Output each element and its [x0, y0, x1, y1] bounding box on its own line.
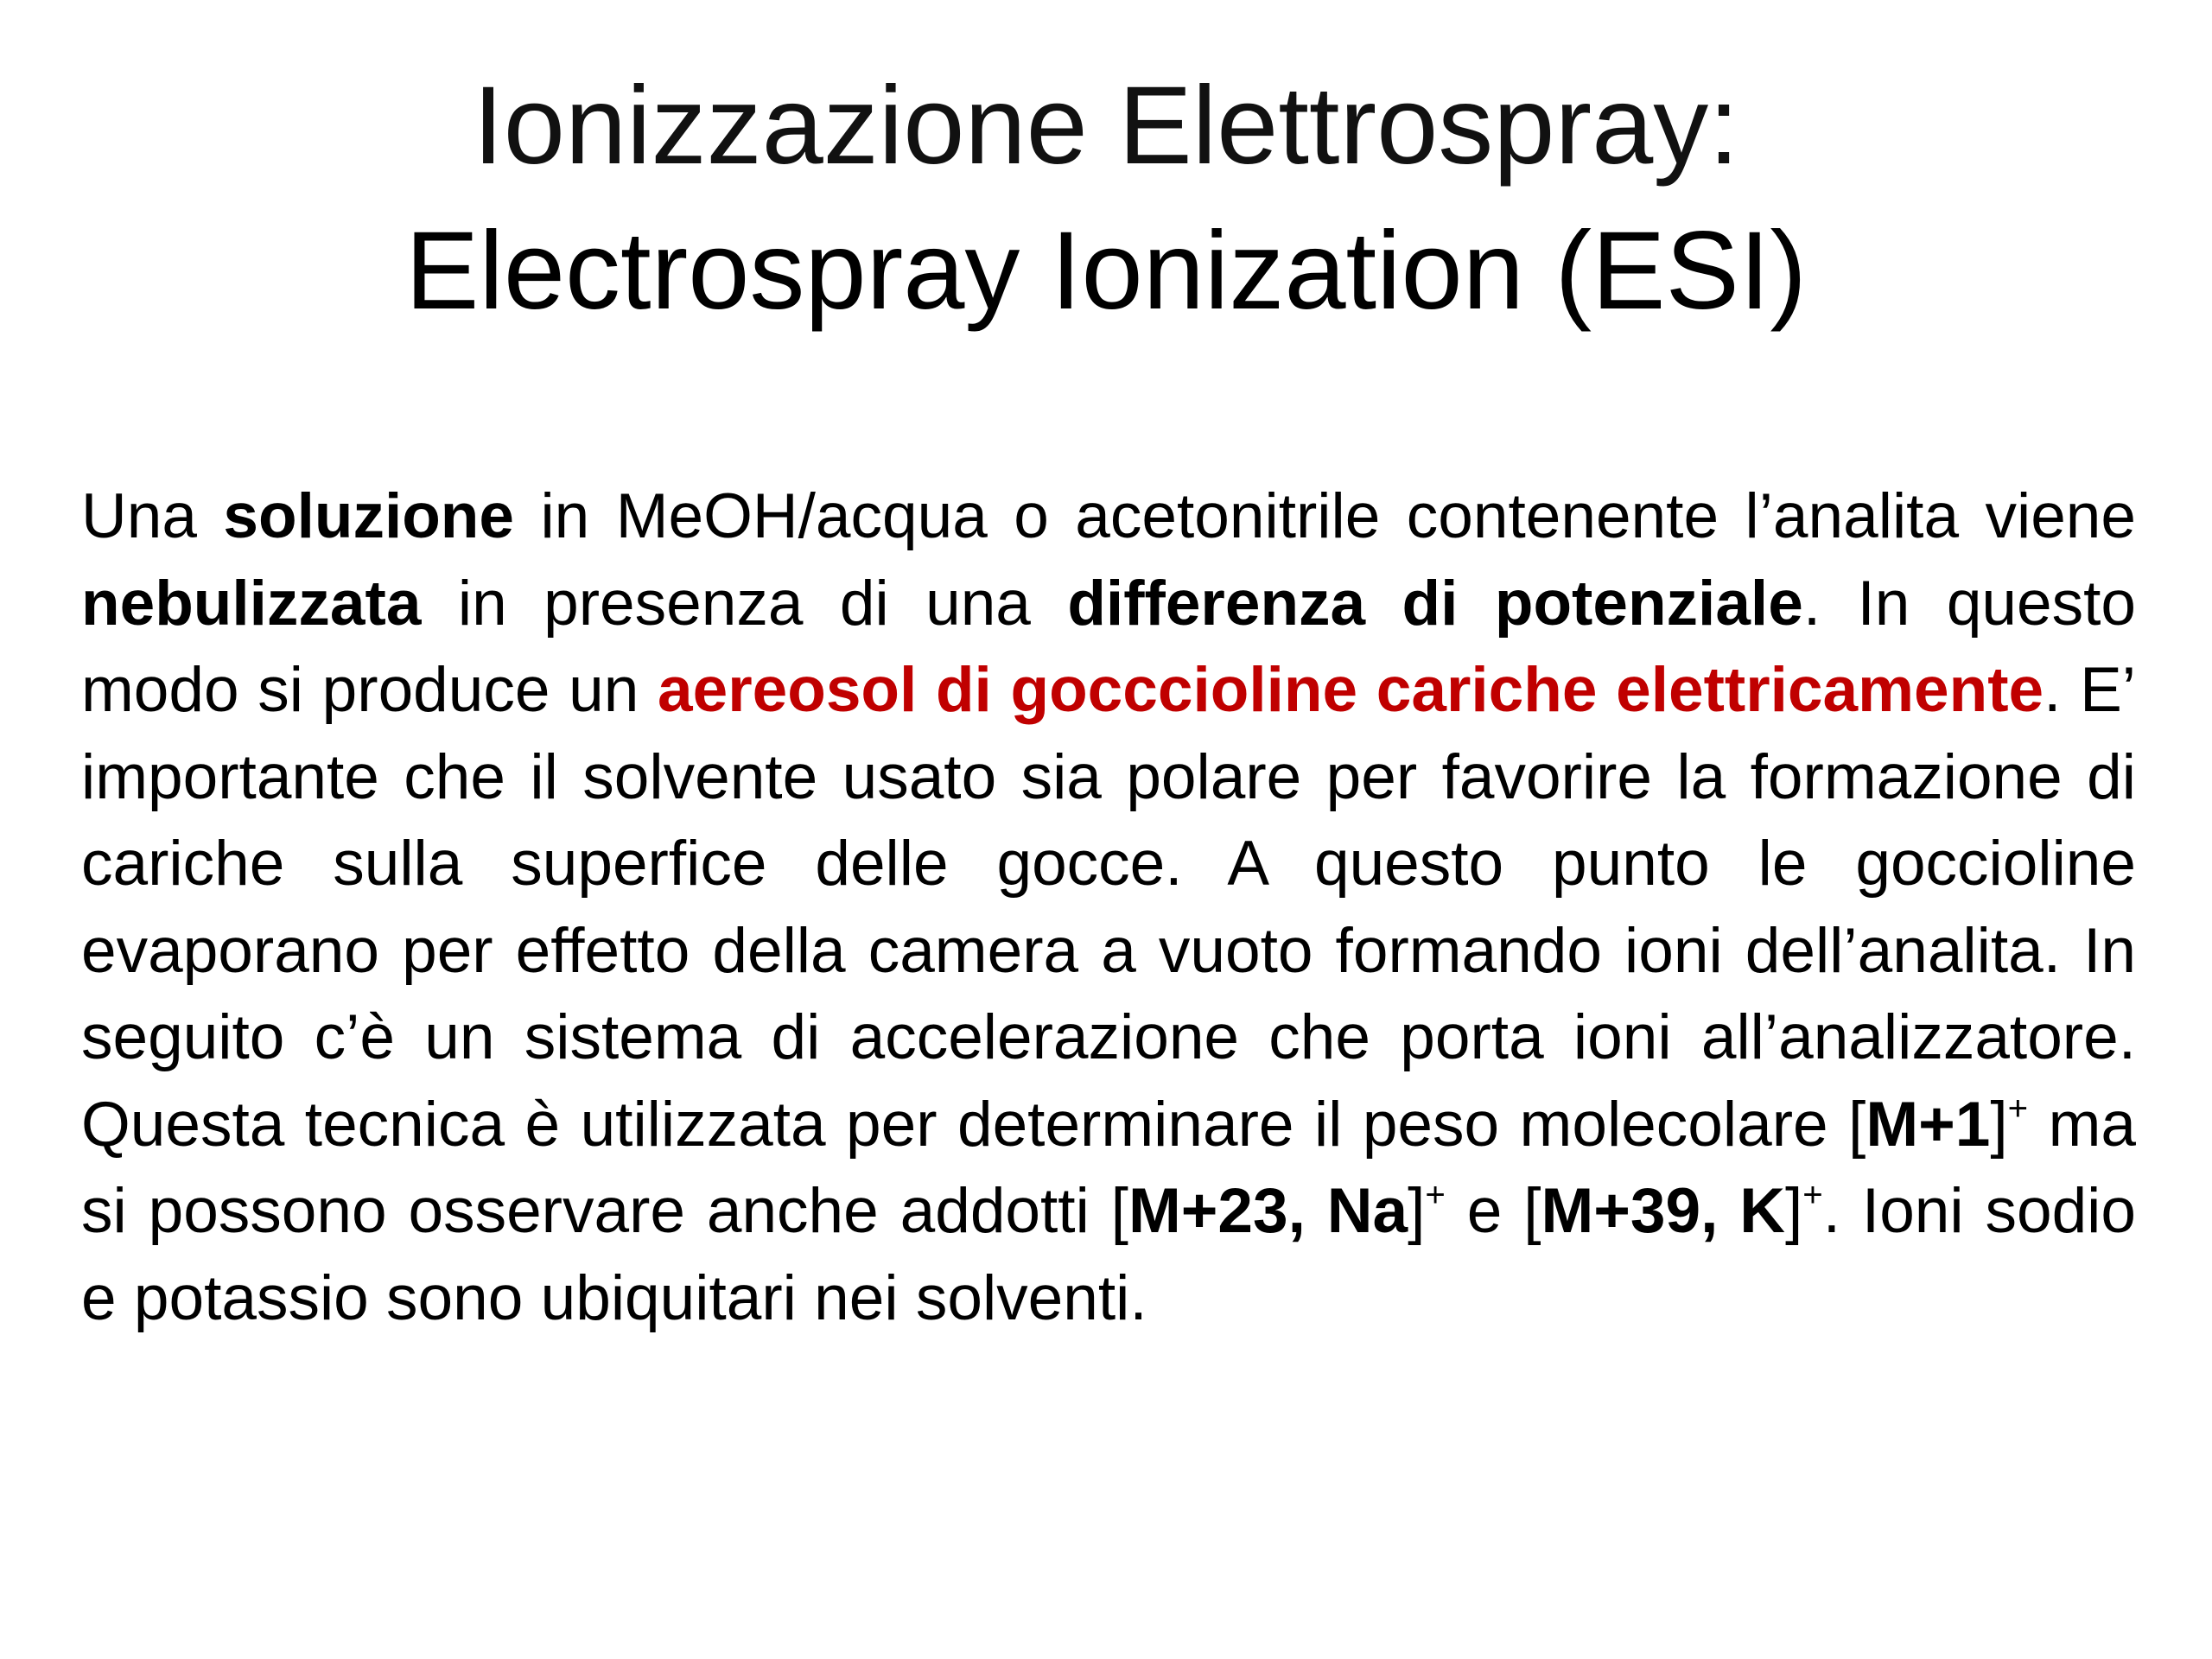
bold-formula-m39-k: M+39, K [1541, 1176, 1785, 1246]
bold-term-differenza-di-potenziale: differenza di potenziale [1067, 568, 1803, 639]
slide-title [0, 54, 2212, 344]
body-text-run: ] [1990, 1089, 2008, 1160]
superscript-plus: + [1802, 1174, 1823, 1214]
bold-term-soluzione: soluzione [223, 481, 515, 551]
bold-formula-m1: M+1 [1866, 1089, 1991, 1160]
bold-formula-m23-na: M+23, Na [1128, 1176, 1408, 1246]
superscript-plus: + [1425, 1174, 1446, 1214]
body-text-run: ma si possono osservare anche addotti [ [81, 1089, 2136, 1246]
body-text-run: . E’ importante che il solvente usato sia polare per favorire la formazione di cariche sulla superfice delle gocce. A questo punto le goccioline evaporano per effetto della camera a vuoto formando ioni dell’analita. In seguito c’è un sistema di accelerazione che porta ioni all’analizzatore. Questa tecnica è utilizzata per determinare il peso molecolare [ [81, 655, 2136, 1160]
body-paragraph [81, 474, 2136, 1342]
body-text-run: Una [81, 481, 224, 551]
bold-term-nebulizzata: nebulizzata [81, 568, 422, 639]
superscript-plus: + [2007, 1088, 2029, 1128]
body-text-run: ] [1785, 1176, 1803, 1246]
body-text-run: ] [1408, 1176, 1426, 1246]
highlight-aerosol: aereosol di gocccioline cariche elettricamente [658, 655, 2044, 725]
body-text-run: in presenza di una [421, 568, 1068, 639]
title-italian: Ionizzazione Elettrospray: [473, 64, 1739, 188]
body-text-run: . Ioni sodio e potassio sono ubiquitari nei solventi. [81, 1176, 2136, 1333]
title-english: Electrospray Ionization (ESI) [405, 209, 1807, 333]
body-text-run: e [ [1445, 1176, 1541, 1246]
body-text-run: . In questo modo si produce un [81, 568, 2137, 725]
body-text-run: in MeOH/acqua o acetonitrile contenente l’analita viene [514, 481, 2137, 551]
